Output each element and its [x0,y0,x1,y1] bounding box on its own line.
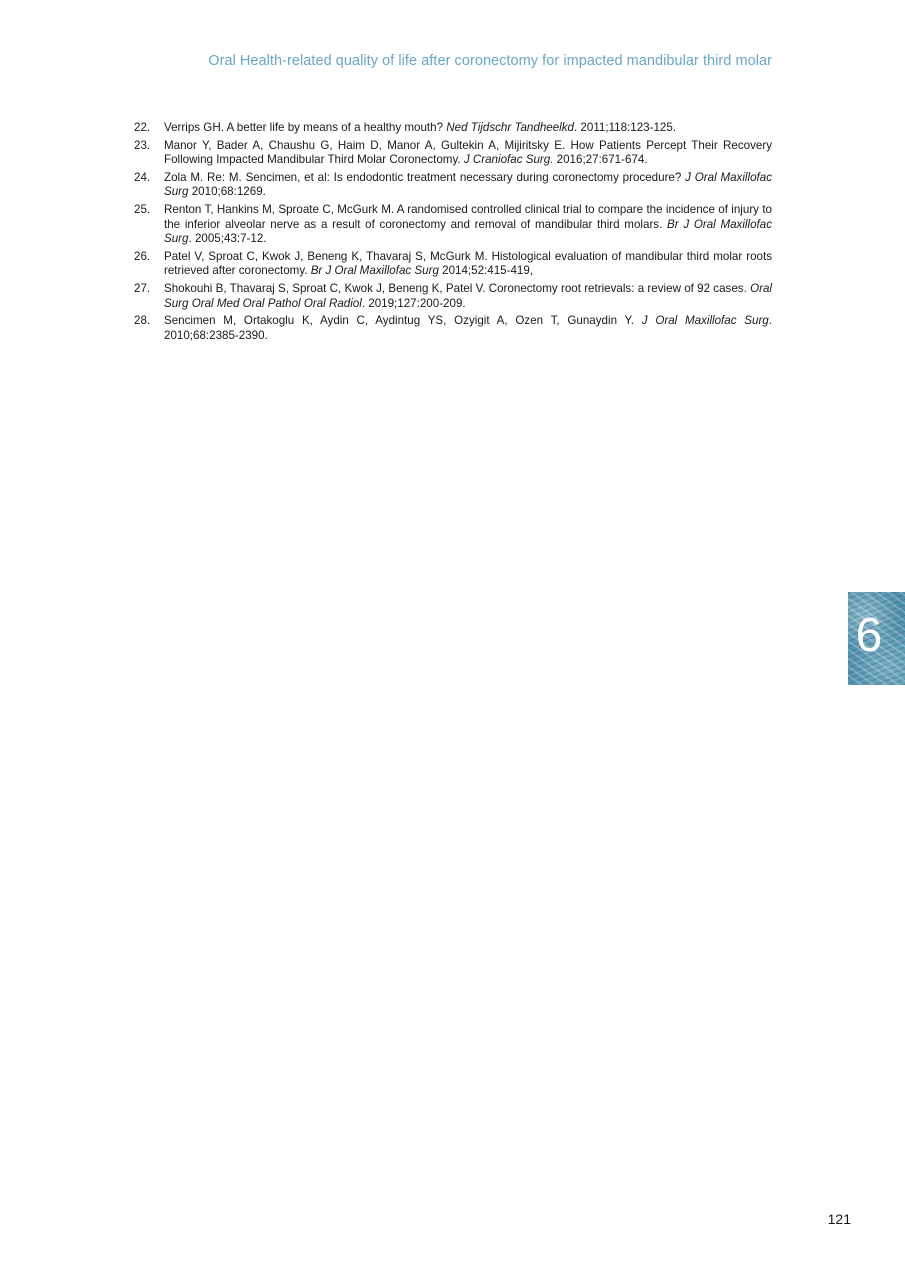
reference-list [134,121,772,346]
journal-name: J Oral Maxillofac Surg [641,314,769,328]
reference-number: 23. [134,138,151,152]
reference-segment: . 2010;68:2385-2390. [164,314,772,342]
reference-text [164,282,772,310]
reference-segment: . 2011;118:123-125. [573,121,677,134]
reference-item [134,139,772,168]
reference-text [164,250,772,278]
reference-segment: Patel V, Sproat C, Kwok J, Beneng K, Thavaraj S, McGurk M. Histological evaluation of mandibular third molar roots retrieved after coronectomy. [164,249,772,278]
chapter-tab [848,592,905,685]
journal-name: J Oral Maxillofac Surg [164,170,772,199]
reference-item [134,282,772,311]
reference-text [164,203,772,245]
journal-name: Br J Oral Maxillofac Surg [164,217,772,246]
chapter-number: 6 [855,609,883,662]
reference-text [164,139,772,167]
journal-name: Br J Oral Maxillofac Surg [310,264,439,278]
reference-segment: Sencimen M, Ortakoglu K, Aydin C, Aydintug YS, Ozyigit A, Ozen T, Gunaydin Y. [164,314,642,328]
reference-number: 28. [134,314,151,328]
page-number: 121 [827,1211,851,1227]
reference-number: 27. [134,281,151,295]
reference-item [134,314,772,343]
reference-segment: Manor Y, Bader A, Chaushu G, Haim D, Manor A, Gultekin A, Mijiritsky E. How Patients Percept Their Recovery Following Impacted Mandibular Third Molar Coronectomy. [164,138,772,167]
reference-item [134,250,772,279]
reference-segment: 2014;52:415-419, [438,264,534,278]
reference-text [164,121,676,134]
reference-segment: . 2005;43:7-12. [188,232,267,246]
reference-number: 22. [134,121,151,134]
reference-segment: 2010;68:1269. [188,185,266,199]
reference-number: 26. [134,249,151,263]
reference-item [134,121,772,136]
reference-item [134,203,772,247]
reference-number: 25. [134,202,151,216]
reference-segment: Renton T, Hankins M, Sproate C, McGurk M. A randomised controlled clinical trial to compare the incidence of injury to the inferior alveolar nerve as a result of coronectomy and removal of mandibular third molars. [164,202,772,231]
journal-name: Ned Tijdschr Tandheelkd [446,121,574,134]
journal-name: J Craniofac Surg. [463,153,554,167]
reference-segment: . 2019;127:200-209. [361,296,466,310]
reference-text [164,314,772,342]
reference-text [164,171,772,199]
reference-segment: 2016;27:671-674. [553,153,648,167]
reference-segment: Zola M. Re: M. Sencimen, et al: Is endodontic treatment necessary during coronectomy procedure? [164,170,686,184]
reference-item [134,171,772,200]
reference-segment: Shokouhi B, Thavaraj S, Sproat C, Kwok J, Beneng K, Patel V. Coronectomy root retrievals: a review of 92 cases. [164,281,751,295]
reference-number: 24. [134,170,151,184]
running-header: Oral Health-related quality of life after coronectomy for impacted mandibular third molar [208,53,772,69]
reference-segment: Verrips GH. A better life by means of a healthy mouth? [164,121,447,134]
journal-name: Oral Surg Oral Med Oral Pathol Oral Radiol [164,281,772,310]
